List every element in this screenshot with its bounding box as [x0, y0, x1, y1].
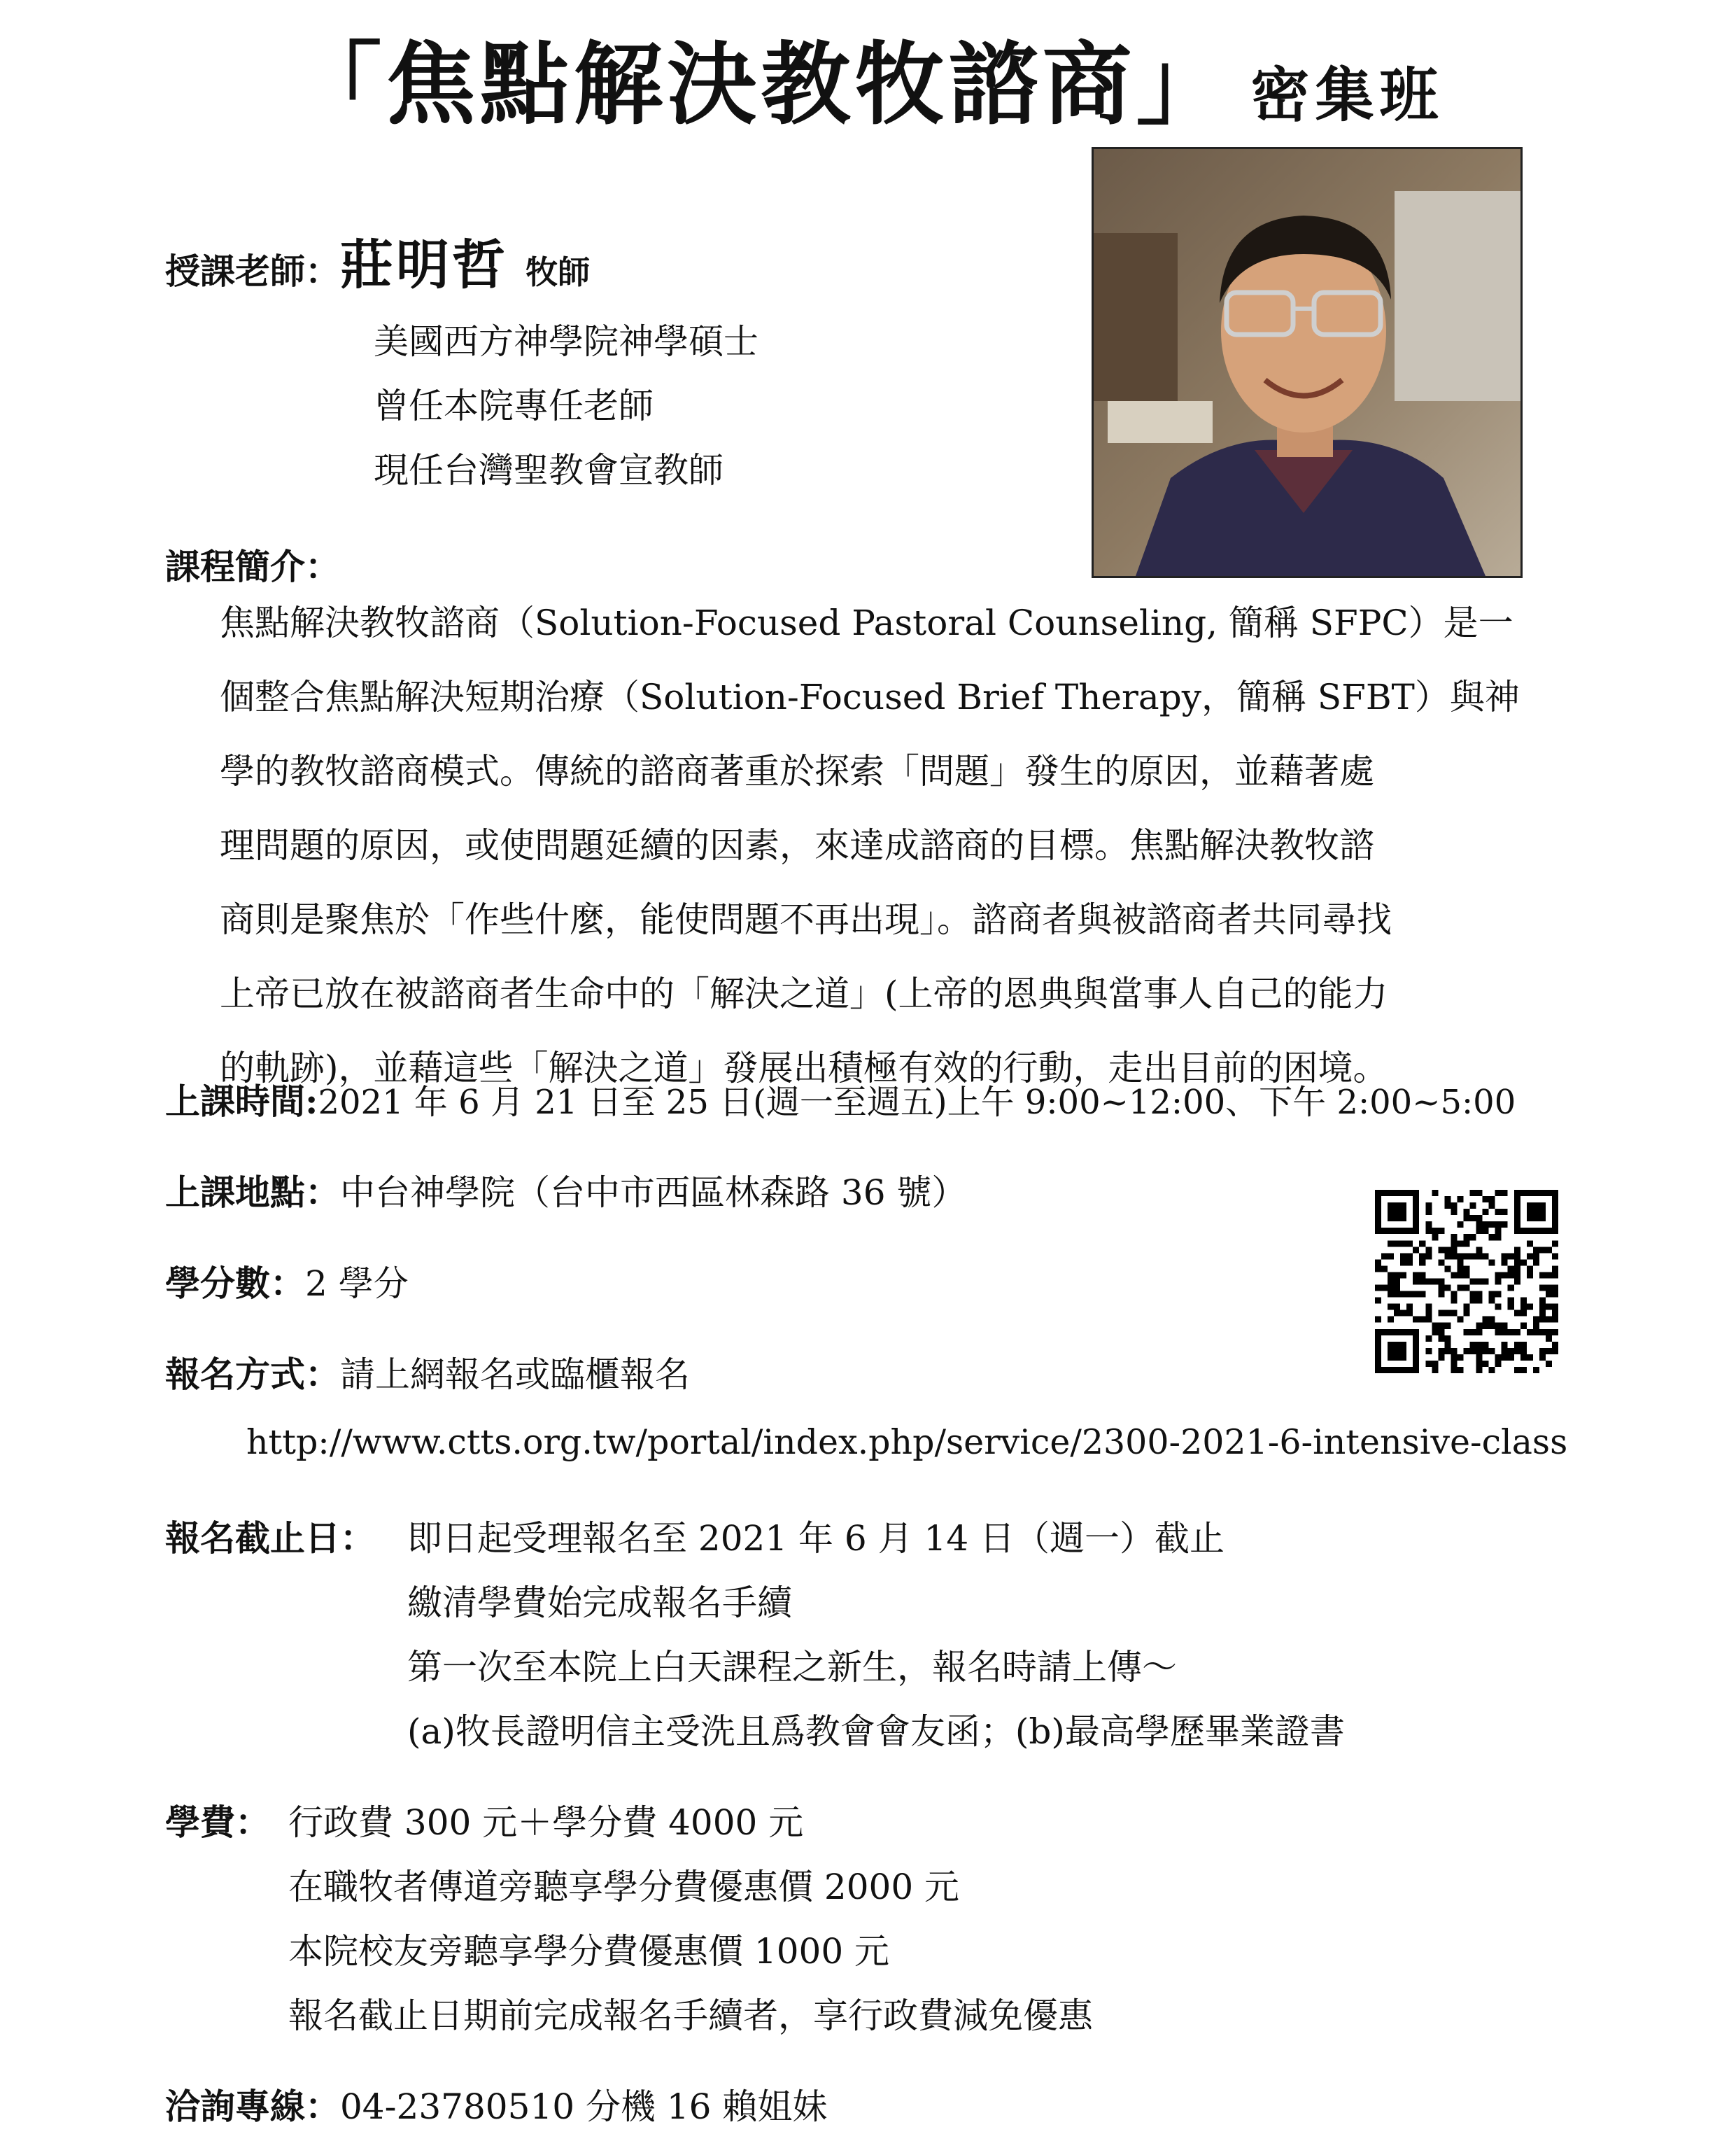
fees-line-2: 在職牧者傳道旁聽享學分費優惠價 2000 元: [288, 1867, 960, 1907]
schedule-line: [165, 1074, 1516, 1124]
credits-value: 2 學分: [305, 1263, 409, 1304]
credits-line: [165, 1256, 409, 1306]
qr-code-icon: [1375, 1190, 1558, 1373]
intro-line: 焦點解決教牧諮商（Solution-Focused Pastoral Counseling, 簡稱 SFPC）是一: [220, 603, 1513, 643]
intro-line: 理問題的原因，或使問題延續的因素，來達成諮商的目標。焦點解決教牧諮: [220, 825, 1374, 866]
intro-line: 上帝已放在被諮商者生命中的「解決之道」(上帝的恩典與當事人自己的能力: [220, 974, 1388, 1014]
location-line: [165, 1165, 966, 1215]
register-value: 請上網報名或臨櫃報名: [340, 1354, 690, 1395]
intro-line: 的軌跡)，並藉這些「解決之道」發展出積極有效的行動，走出目前的困境。: [220, 1048, 1388, 1088]
page-title: [0, 13, 1736, 141]
teacher-bio-1: 美國西方神學院神學碩士: [374, 321, 758, 362]
teacher-role: 牧師: [525, 253, 591, 291]
contact-label: 洽詢專線：: [165, 2086, 340, 2127]
fees-line-3: 本院校友旁聽享學分費優惠價 1000 元: [288, 1931, 890, 1972]
portrait-icon: [1094, 149, 1520, 576]
schedule-label: 上課時間:: [165, 1081, 318, 1122]
title-main: 「焦點解決教牧諮商」: [292, 32, 1230, 137]
schedule-value: 2021 年 6 月 21 日至 25 日(週一至週五)上午 9:00~12:00、下午 2:00~5:00: [318, 1083, 1516, 1122]
fees-line-1: 行政費 300 元＋學分費 4000 元: [288, 1802, 804, 1843]
intro-body: [220, 595, 1520, 1090]
credits-label: 學分數：: [165, 1263, 305, 1304]
intro-line: 商則是聚焦於「作些什麼，能使問題不再出現」。諮商者與被諮商者共同尋找: [220, 899, 1392, 940]
deadline-label: 報名截止日：: [165, 1517, 375, 1559]
title-sub: 密集班: [1250, 60, 1444, 129]
intro-label: 課程簡介：: [165, 546, 340, 587]
fees-label: 學費：: [165, 1802, 270, 1843]
fees-line-4: 報名截止日期前完成報名手續者，享行政費減免優惠: [288, 1995, 1093, 2036]
deadline-line-1: 即日起受理報名至 2021 年 6 月 14 日（週一）截止: [407, 1518, 1225, 1559]
register-label: 報名方式：: [165, 1354, 340, 1395]
intro-line: 個整合焦點解決短期治療（Solution-Focused Brief Therapy，簡稱 SFBT）與神: [220, 677, 1520, 717]
location-label: 上課地點：: [165, 1172, 340, 1213]
teacher-portrait: [1092, 147, 1523, 578]
register-line: [165, 1347, 690, 1397]
intro-line: 學的教牧諮商模式。傳統的諮商著重於探索「問題」發生的原因，並藉著處: [220, 751, 1374, 792]
contact-value: 04-23780510 分機 16 賴姐妹: [340, 2086, 828, 2127]
deadline-line-2: 繳清學費始完成報名手續: [407, 1582, 792, 1623]
location-value: 中台神學院（台中市西區林森路 36 號）: [340, 1172, 967, 1213]
teacher-line: [165, 223, 590, 299]
deadline-line-4: (a)牧長證明信主受洗且爲教會會友函；(b)最高學歷畢業證書: [407, 1711, 1345, 1752]
teacher-label: 授課老師：: [165, 251, 340, 292]
qr-code-graphic: [1375, 1190, 1558, 1373]
teacher-name: 莊明哲: [340, 234, 508, 296]
contact-line: [165, 2079, 827, 2129]
teacher-bio-2: 曾任本院專任老師: [374, 386, 654, 426]
register-url[interactable]: http://www.ctts.org.tw/portal/index.php/service/2300-2021-6-intensive-class: [246, 1422, 1568, 1462]
deadline-line-3: 第一次至本院上白天課程之新生，報名時請上傳～: [407, 1647, 1177, 1687]
teacher-bio-3: 現任台灣聖教會宣教師: [374, 450, 724, 491]
